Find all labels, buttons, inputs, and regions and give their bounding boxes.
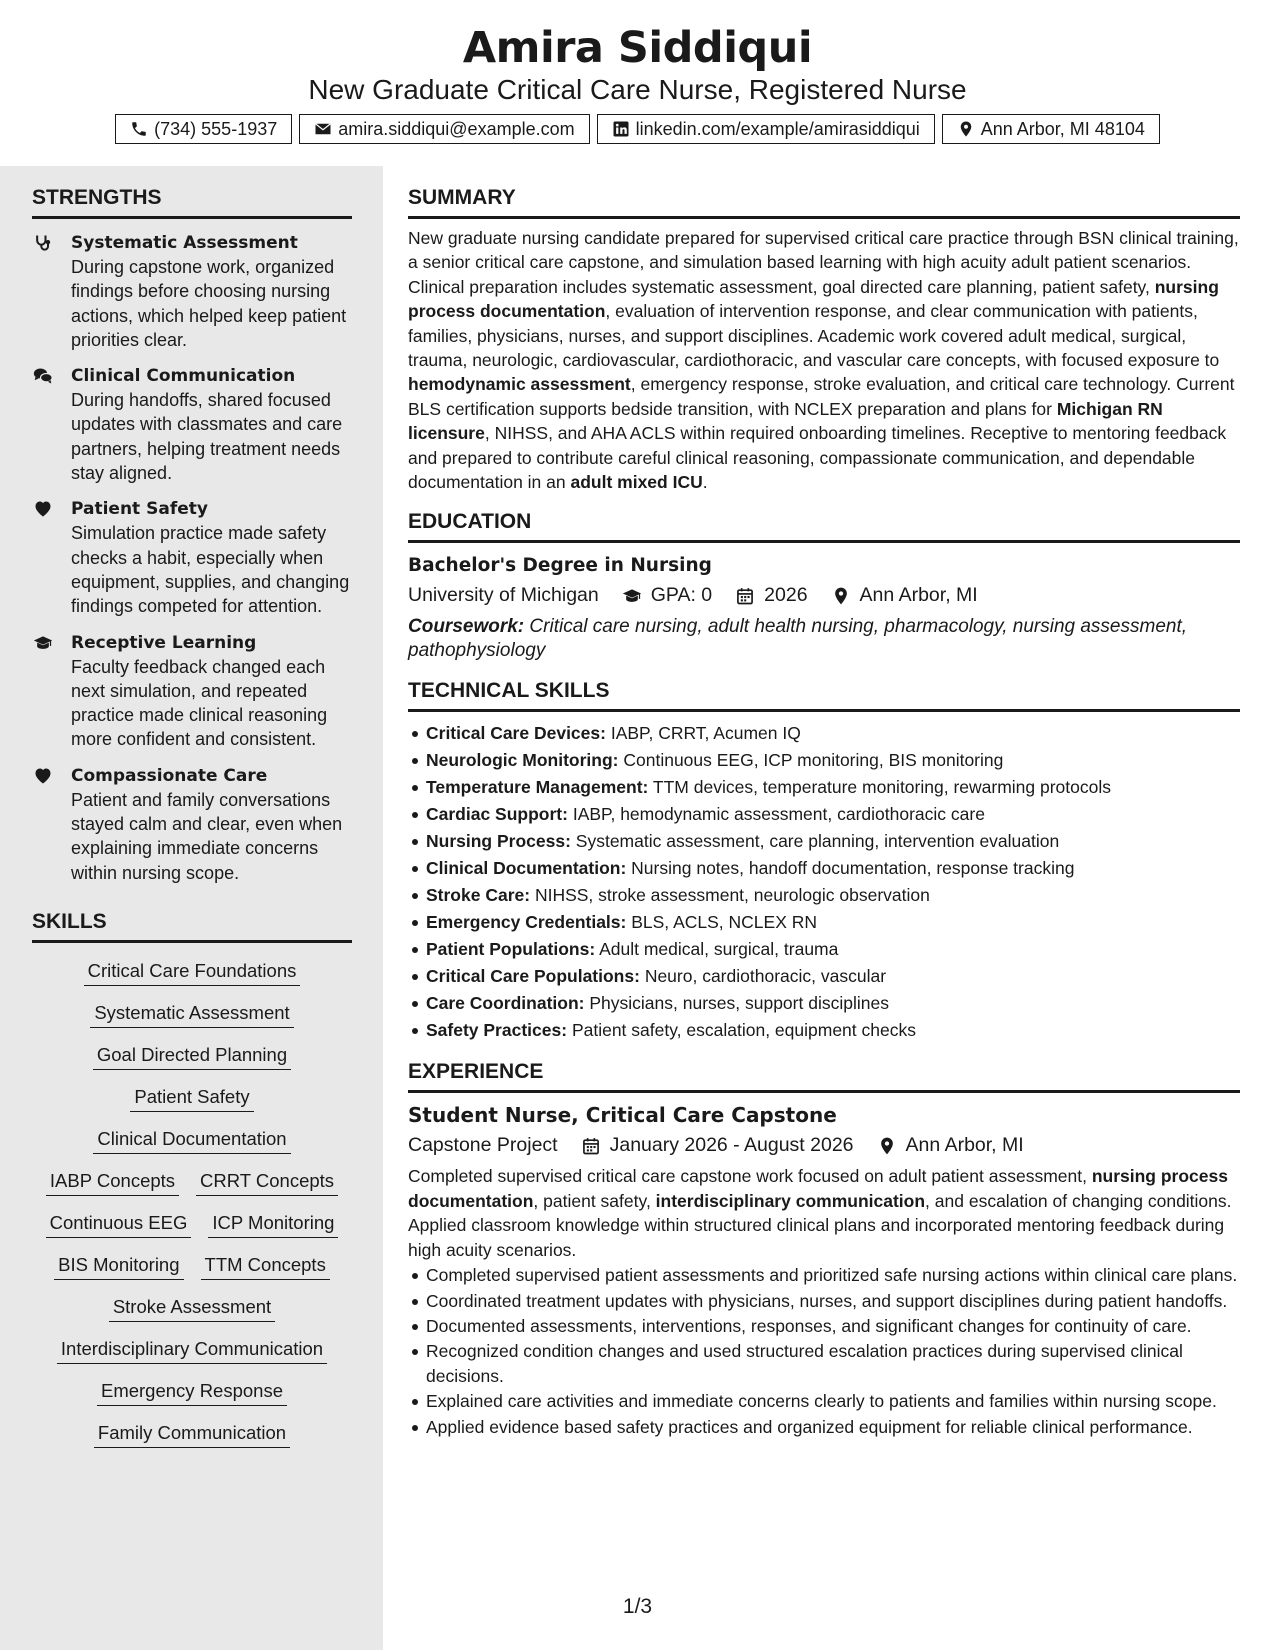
tech-skill-value: TTM devices, temperature monitoring, rewarming protocols [652,777,1112,798]
gpa-value: GPA: 0 [650,584,713,607]
skills-list [32,959,352,1448]
skill-tag: Family Communication [94,1421,290,1448]
strength-item [32,231,352,352]
candidate-name: Amira Siddiqui [462,23,813,73]
skill-tag: Emergency Response [97,1379,287,1406]
education-heading: EDUCATION [408,508,1240,543]
tech-skill-label: Care Coordination: [426,993,585,1014]
technical-skills-heading: TECHNICAL SKILLS [408,677,1240,712]
tech-skill-value: Physicians, nurses, support disciplines [589,993,889,1014]
list-item: Explained care activities and immediate concerns clearly to patients and families within nursing scope. [408,1389,1240,1413]
summary-heading: SUMMARY [408,184,1240,219]
linkedin-icon [612,120,630,138]
summary-highlight: nursing process documentation [408,276,1219,322]
summary-segment: , NIHSS, and AHA ACLS within required onboarding timelines. Receptive to mentoring feedback and prepared to contribute careful clinical reasoning, compassionate communication, and dependable documentation in an [408,423,1227,493]
experience-heading: EXPERIENCE [408,1058,1240,1093]
tech-skill-label: Clinical Documentation: [426,858,627,879]
list-item [408,828,1240,855]
list-item: Documented assessments, interventions, responses, and significant changes for continuity of care. [408,1314,1240,1338]
skill-tag: Interdisciplinary Communication [57,1337,327,1364]
technical-skills-list [408,720,1240,1044]
page-number: 1/3 [622,1595,653,1618]
skill-tag: Patient Safety [130,1085,253,1112]
tech-skill-value: IABP, CRRT, Acumen IQ [610,723,801,744]
strength-title: Systematic Assessment [71,233,298,253]
strength-item [32,497,352,618]
list-item: Completed supervised patient assessments and prioritized safe nursing actions within clinical care plans. [408,1263,1240,1287]
strength-description: During handoffs, shared focused updates with classmates and care partners, helping treatment needs stay aligned. [71,390,343,484]
list-item [408,882,1240,909]
description-segment: Completed supervised critical care capstone work focused on adult patient assessment, [408,1166,1092,1187]
tech-skill-value: IABP, hemodynamic assessment, cardiothoracic care [572,804,985,825]
resume-header [0,0,1275,166]
strength-item [32,364,352,485]
list-item: Coordinated treatment updates with physicians, nurses, and support disciplines during patient handoffs. [408,1289,1240,1313]
location-pin-icon [957,120,975,138]
summary-highlight: hemodynamic assessment [408,374,631,395]
skill-tag: TTM Concepts [201,1253,330,1280]
skill-tag: IABP Concepts [46,1169,179,1196]
strength-item [32,764,352,885]
strengths-heading: STRENGTHS [32,184,352,219]
tech-skill-value: Systematic assessment, care planning, intervention evaluation [575,831,1060,852]
summary-segment: . [702,472,708,493]
tech-skill-label: Critical Care Devices: [426,723,606,744]
skill-tag: Stroke Assessment [109,1295,275,1322]
main-column [408,184,1240,1439]
description-highlight: nursing process documentation [408,1166,1228,1211]
coursework-list: Critical care nursing, adult health nursing, pharmacology, nursing assessment, pathophysiology [408,616,1188,662]
contact-phone-text: (734) 555-1937 [154,118,278,139]
candidate-headline: New Graduate Critical Care Nurse, Registered Nurse [308,74,967,105]
graduation-cap-icon [32,633,54,653]
list-item [408,1017,1240,1044]
tech-skill-label: Stroke Care: [426,885,531,906]
tech-skill-label: Temperature Management: [426,777,649,798]
stethoscope-icon [32,233,54,253]
strength-description: Simulation practice made safety checks a habit, especially when equipment, supplies, and changing findings competed for attention. [71,523,350,617]
contact-location[interactable] [942,114,1160,144]
phone-icon [130,120,148,138]
job-title: Student Nurse, Critical Care Capstone [408,1103,837,1128]
chat-bubbles-icon [32,366,54,386]
tech-skill-label: Safety Practices: [426,1020,568,1041]
list-item [408,936,1240,963]
coursework-label: Coursework: [408,616,525,638]
summary-highlight: Michigan RN licensure [408,398,1163,444]
contact-phone[interactable] [115,114,292,144]
location-pin-icon [830,586,852,606]
list-item [408,990,1240,1017]
tech-skill-label: Critical Care Populations: [426,966,640,987]
skill-tag: Systematic Assessment [90,1001,293,1028]
list-item [408,855,1240,882]
tech-skill-label: Nursing Process: [426,831,571,852]
list-item [408,720,1240,747]
tech-skill-value: Nursing notes, handoff documentation, response tracking [631,858,1075,879]
job-dates: January 2026 - August 2026 [609,1134,854,1157]
description-segment: , patient safety, [533,1190,656,1211]
description-segment: , and escalation of changing conditions. Applied classroom knowledge within structured clinical plans and incorporated mentoring feedback during high acuity scenarios. [408,1190,1232,1260]
strength-description: Faculty feedback changed each next simulation, and repeated practice made clinical reasoning more confident and consistent. [71,656,328,750]
summary-segment: New graduate nursing candidate prepared for supervised critical care practice through BSN clinical training, a senior critical care capstone, and simulation based learning with high acuity adult patient scenarios. Clinical preparation includes systematic assessment, goal directed care planning, patient safety, [408,228,1239,297]
strength-description: During capstone work, organized findings before choosing nursing actions, which helped keep patient priorities clear. [71,257,347,350]
degree-title: Bachelor's Degree in Nursing [408,555,712,577]
contact-email[interactable] [299,114,589,144]
list-item [408,963,1240,990]
skill-tag: Continuous EEG [46,1211,192,1238]
skill-tag: BIS Monitoring [54,1253,183,1280]
coursework [408,615,1240,663]
strength-title: Patient Safety [71,499,208,520]
summary-text [408,226,1240,494]
tech-skill-value: BLS, ACLS, NCLEX RN [631,912,818,933]
contact-linkedin[interactable] [597,114,935,144]
list-item [408,909,1240,936]
summary-highlight: adult mixed ICU [570,472,703,493]
list-item: Recognized condition changes and used structured escalation practices during supervised clinical decisions. [408,1339,1240,1388]
heart-icon [32,499,54,519]
skill-tag: Clinical Documentation [93,1127,290,1154]
job-location: Ann Arbor, MI [905,1134,1024,1157]
list-item [408,774,1240,801]
skill-tag: Goal Directed Planning [93,1043,291,1070]
tech-skill-label: Neurologic Monitoring: [426,750,619,771]
contact-location-text: Ann Arbor, MI 48104 [980,118,1145,139]
education-meta [408,582,1240,609]
list-item: Applied evidence based safety practices and organized equipment for reliable clinical performance. [408,1415,1240,1439]
school-name: University of Michigan [408,584,599,607]
tech-skill-value: NIHSS, stroke assessment, neurologic observation [534,885,930,906]
description-highlight: interdisciplinary communication [655,1190,926,1211]
job-bullets [408,1263,1240,1439]
contact-email-text: amira.siddiqui@example.com [338,118,575,139]
graduation-cap-icon [621,586,643,606]
tech-skill-label: Emergency Credentials: [426,912,627,933]
list-item [408,747,1240,774]
tech-skill-value: Continuous EEG, ICP monitoring, BIS monitoring [623,750,1004,771]
strength-title: Receptive Learning [71,632,257,653]
contact-linkedin-text: linkedin.com/example/amirasiddiqui [635,118,920,139]
summary-segment: , evaluation of intervention response, and clear communication with patients, families, physicians, nurses, and support disciplines. Academic work covered adult medical, surgical, trauma, neurologic, cardiovascular, cardiothoracic, and vascular care concepts, with focused exposure to [408,301,1220,371]
calendar-icon [734,586,756,606]
heart-icon [32,766,54,786]
tech-skill-value: Adult medical, surgical, trauma [599,939,839,960]
list-item [408,801,1240,828]
skill-tag: ICP Monitoring [208,1211,338,1238]
skill-tag: Critical Care Foundations [84,959,301,986]
experience-meta [408,1132,1240,1159]
summary-segment: , emergency response, stroke evaluation, and critical care technology. Current BLS certification supports bedside transition, with NCLEX preparation and plans for [408,374,1235,419]
tech-skill-value: Patient safety, escalation, equipment checks [571,1020,916,1041]
strength-description: Patient and family conversations stayed calm and clear, even when explaining immediate concerns within nursing scope. [71,789,343,883]
location-pin-icon [876,1136,898,1156]
graduation-year: 2026 [764,584,808,607]
skill-tag: CRRT Concepts [196,1169,338,1196]
contact-bar [0,114,1275,144]
skills-heading: SKILLS [32,908,352,943]
calendar-icon [580,1136,602,1156]
strength-item [32,631,352,752]
envelope-icon [314,120,332,138]
sidebar [0,166,383,1650]
job-description [408,1164,1240,1262]
strength-title: Compassionate Care [71,765,268,786]
school-location: Ann Arbor, MI [859,584,978,607]
organization-name: Capstone Project [408,1134,558,1157]
tech-skill-label: Patient Populations: [426,939,596,960]
tech-skill-value: Neuro, cardiothoracic, vascular [644,966,887,987]
strength-title: Clinical Communication [71,366,296,387]
tech-skill-label: Cardiac Support: [426,804,568,825]
